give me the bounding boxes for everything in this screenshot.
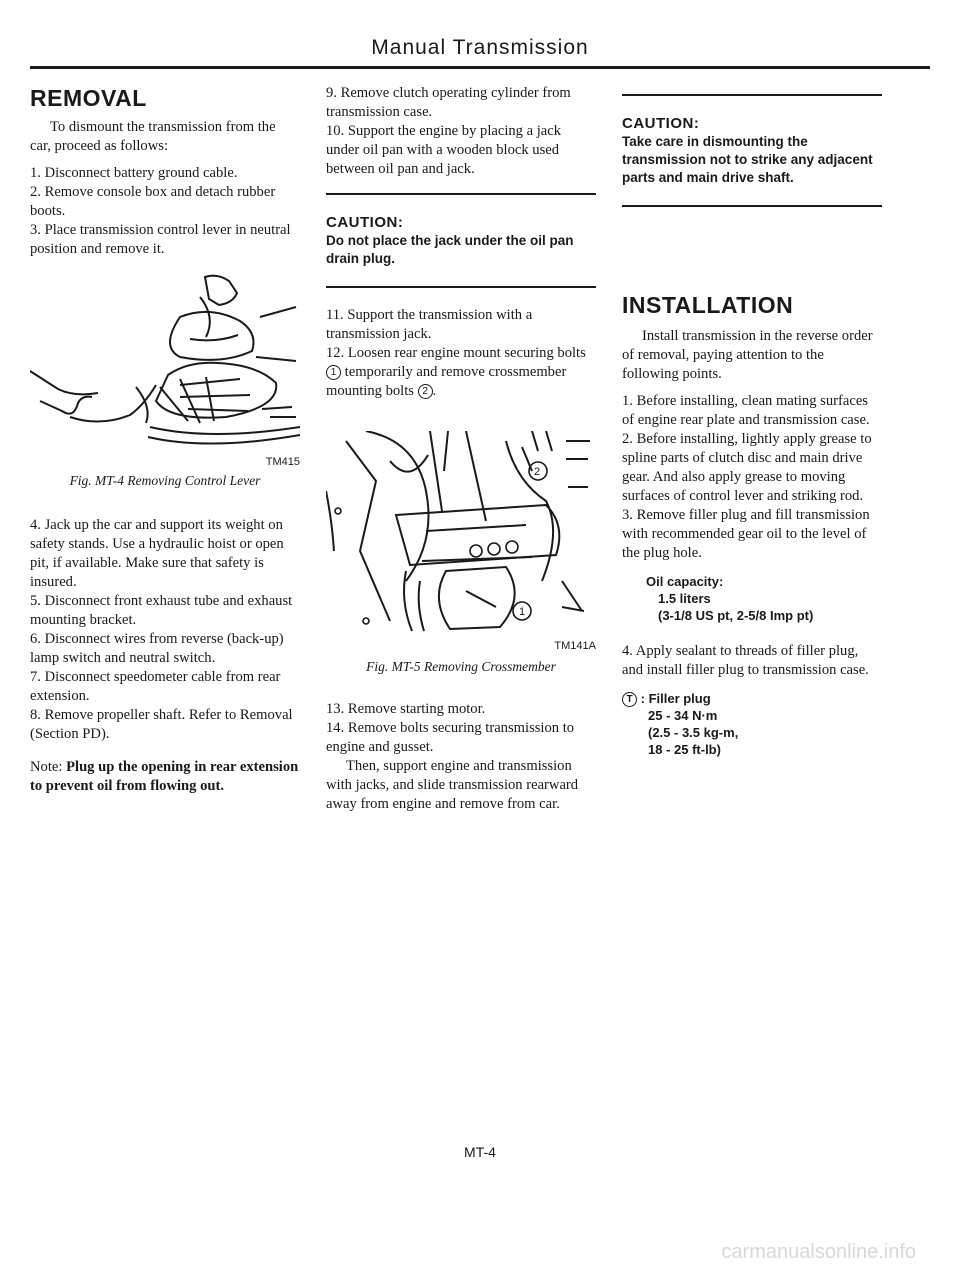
callout-2-badge: 2	[418, 384, 433, 399]
column-removal	[30, 84, 300, 796]
watermark: carmanualsonline.info	[721, 1241, 916, 1263]
caution-rule-top	[622, 94, 882, 96]
caution-rule-bottom	[622, 205, 882, 207]
figure-crossmember	[326, 431, 596, 652]
torque-icon: T	[622, 692, 637, 707]
installation-step: 1. Before installing, clean mating surfaces of engine rear plate and transmission case.	[622, 393, 870, 428]
oil-capacity-spec	[622, 573, 882, 624]
caution-text: Take care in dismounting the transmission not to strike any adjacent parts and main drive shaft.	[622, 134, 873, 185]
caution-box-jack	[326, 213, 596, 268]
figure-caption: Fig. MT-4 Removing Control Lever	[69, 473, 261, 488]
oil-capacity-label: Oil capacity:	[646, 574, 724, 589]
note-text: Plug up the opening in rear extension to prevent oil from flowing out.	[30, 759, 299, 794]
removal-step: 13. Remove starting motor.	[326, 701, 486, 717]
caution-text: Do not place the jack under the oil pan drain plug.	[326, 233, 574, 266]
removal-step: 2. Remove console box and detach rubber boots.	[30, 184, 276, 219]
figure-control-lever	[30, 267, 300, 468]
torque-value: (2.5 - 3.5 kg-m,	[648, 725, 739, 740]
figure-code: TM415	[265, 456, 300, 468]
installation-step: 3. Remove filler plug and fill transmission with recommended gear oil to the level of the plug hole.	[622, 507, 870, 561]
removal-step: 12. Loosen rear engine mount securing bolts 1 temporarily and remove crossmember mounting bolts 2 .	[326, 345, 586, 399]
callout-1-badge: 1	[326, 365, 341, 380]
removal-step: 10. Support the engine by placing a jack under oil pan with a wooden block used between oil pan and jack.	[326, 123, 562, 177]
installation-intro: Install transmission in the reverse order of removal, paying attention to the following points.	[622, 328, 873, 382]
section-heading-installation: INSTALLATION	[622, 292, 794, 318]
column-installation	[622, 84, 882, 758]
note-label: Note:	[30, 759, 63, 775]
column-removal-continued	[326, 84, 596, 814]
page-title: Manual Transmission	[371, 36, 589, 59]
removal-step: 7. Disconnect speedometer cable from rear extension.	[30, 669, 281, 704]
removal-step: 8. Remove propeller shaft. Refer to Removal (Section PD).	[30, 707, 293, 742]
crossmember-illustration	[326, 431, 596, 641]
removal-step: 4. Jack up the car and support its weight on safety stands. Use a hydraulic hoist or open pit, if available. Make sure that safety is insured.	[30, 517, 284, 590]
figure-callout-2: 2	[534, 466, 541, 478]
removal-paragraph: Then, support engine and transmission with jacks, and slide transmission rearward away from engine and remove from car.	[326, 758, 579, 812]
oil-capacity-pints: (3-1/8 US pt, 2-5/8 Imp pt)	[658, 608, 814, 623]
removal-intro: To dismount the transmission from the car, proceed as follows:	[30, 119, 276, 154]
header-rule	[30, 66, 930, 69]
caution-rule-top	[326, 193, 596, 195]
caution-title: CAUTION:	[326, 214, 404, 231]
page-number: MT-4	[464, 1144, 496, 1160]
torque-label: : Filler plug	[640, 691, 711, 706]
installation-step: 4. Apply sealant to threads of filler plug, and install filler plug to transmission case.	[622, 643, 869, 678]
section-heading-removal: REMOVAL	[30, 85, 147, 111]
caution-title: CAUTION:	[622, 115, 700, 132]
oil-capacity-liters: 1.5 liters	[658, 591, 711, 606]
torque-value: 25 - 34 N·m	[648, 708, 718, 723]
control-lever-illustration	[30, 267, 300, 457]
removal-step: 11. Support the transmission with a transmission jack.	[326, 307, 533, 342]
torque-spec	[622, 690, 882, 758]
removal-step: 6. Disconnect wires from reverse (back-up) lamp switch and neutral switch.	[30, 631, 284, 666]
caution-rule-bottom	[326, 286, 596, 288]
torque-value: 18 - 25 ft-lb)	[648, 742, 721, 757]
caution-box-dismount	[622, 114, 882, 187]
removal-step: 3. Place transmission control lever in neutral position and remove it.	[30, 222, 291, 257]
removal-step: 14. Remove bolts securing transmission to engine and gusset.	[326, 720, 575, 755]
removal-step: 5. Disconnect front exhaust tube and exhaust mounting bracket.	[30, 593, 293, 628]
installation-step: 2. Before installing, lightly apply grease to spline parts of clutch disc and main drive gear. And also apply grease to moving surfaces of control lever and striking rod.	[622, 431, 872, 504]
removal-note	[30, 758, 300, 796]
figure-callout-1: 1	[519, 606, 526, 618]
figure-code: TM141A	[554, 640, 596, 652]
removal-step: 1. Disconnect battery ground cable.	[30, 165, 238, 181]
figure-caption: Fig. MT-5 Removing Crossmember	[366, 659, 556, 674]
removal-step: 9. Remove clutch operating cylinder from transmission case.	[326, 85, 571, 120]
